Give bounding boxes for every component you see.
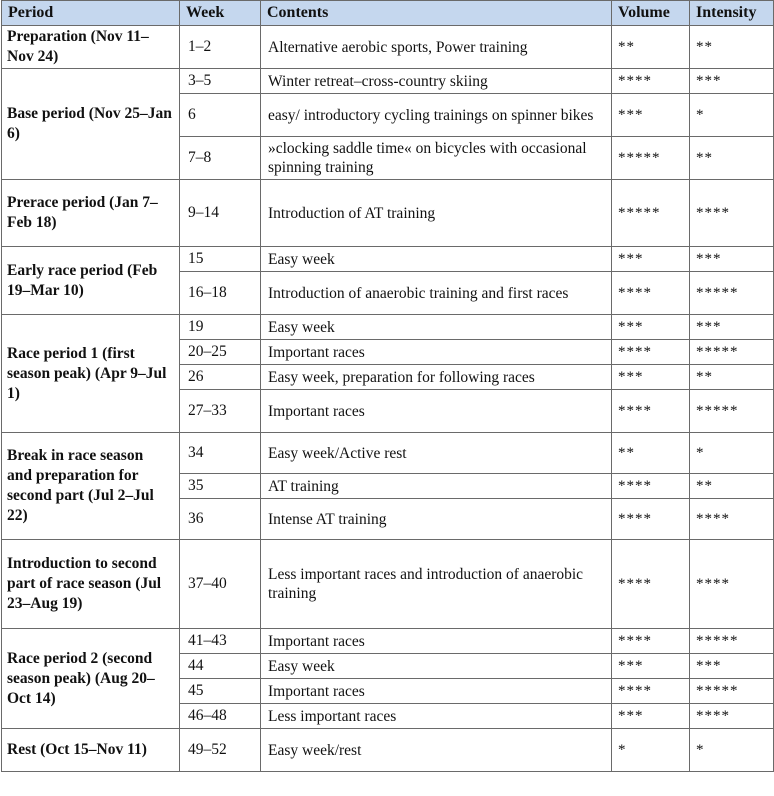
period-cell: Base period (Nov 25–Jan 6) — [2, 69, 180, 180]
intensity-cell: ***** — [690, 629, 774, 654]
week-cell: 7–8 — [180, 137, 261, 180]
volume-cell: *** — [612, 654, 690, 679]
week-cell: 9–14 — [180, 180, 261, 247]
contents-cell: Less important races — [261, 704, 612, 729]
header-period: Period — [2, 1, 180, 26]
table-row — [2, 26, 774, 69]
table-row — [2, 729, 774, 772]
contents-cell: Easy week — [261, 315, 612, 340]
week-cell: 44 — [180, 654, 261, 679]
period-cell: Race period 2 (second season peak) (Aug 20–Oct 14) — [2, 629, 180, 729]
header-volume: Volume — [612, 1, 690, 26]
intensity-cell: **** — [690, 704, 774, 729]
period-cell: Preparation (Nov 11–Nov 24) — [2, 26, 180, 69]
period-cell: Race period 1 (first season peak) (Apr 9–Jul 1) — [2, 315, 180, 433]
week-cell: 20–25 — [180, 340, 261, 365]
period-cell: Introduction to second part of race season (Jul 23–Aug 19) — [2, 540, 180, 629]
volume-cell: ** — [612, 26, 690, 69]
intensity-cell: ***** — [690, 679, 774, 704]
week-cell: 45 — [180, 679, 261, 704]
intensity-cell: **** — [690, 540, 774, 629]
week-cell: 35 — [180, 474, 261, 499]
period-cell: Rest (Oct 15–Nov 11) — [2, 729, 180, 772]
intensity-cell: * — [690, 433, 774, 474]
week-cell: 16–18 — [180, 272, 261, 315]
volume-cell: **** — [612, 629, 690, 654]
table-row — [2, 69, 774, 94]
contents-cell: Winter retreat–cross-country skiing — [261, 69, 612, 94]
contents-cell: Introduction of AT training — [261, 180, 612, 247]
period-cell: Prerace period (Jan 7–Feb 18) — [2, 180, 180, 247]
volume-cell: **** — [612, 540, 690, 629]
header-contents: Contents — [261, 1, 612, 26]
week-cell: 46–48 — [180, 704, 261, 729]
volume-cell: **** — [612, 272, 690, 315]
intensity-cell: ***** — [690, 340, 774, 365]
intensity-cell: ** — [690, 365, 774, 390]
header-intensity: Intensity — [690, 1, 774, 26]
volume-cell: * — [612, 729, 690, 772]
week-cell: 36 — [180, 499, 261, 540]
week-cell: 26 — [180, 365, 261, 390]
intensity-cell: *** — [690, 69, 774, 94]
week-cell: 3–5 — [180, 69, 261, 94]
contents-cell: Easy week/Active rest — [261, 433, 612, 474]
table-row — [2, 629, 774, 654]
intensity-cell: * — [690, 729, 774, 772]
volume-cell: *** — [612, 365, 690, 390]
week-cell: 1–2 — [180, 26, 261, 69]
contents-cell: Easy week, preparation for following races — [261, 365, 612, 390]
intensity-cell: ***** — [690, 272, 774, 315]
intensity-cell: ** — [690, 474, 774, 499]
training-plan-table — [1, 0, 774, 772]
table-row — [2, 315, 774, 340]
contents-cell: Easy week — [261, 247, 612, 272]
intensity-cell: ***** — [690, 390, 774, 433]
volume-cell: **** — [612, 69, 690, 94]
contents-cell: Easy week — [261, 654, 612, 679]
intensity-cell: * — [690, 94, 774, 137]
intensity-cell: *** — [690, 654, 774, 679]
volume-cell: *** — [612, 247, 690, 272]
volume-cell: **** — [612, 499, 690, 540]
contents-cell: Easy week/rest — [261, 729, 612, 772]
period-cell: Break in race season and preparation for second part (Jul 2–Jul 22) — [2, 433, 180, 540]
week-cell: 6 — [180, 94, 261, 137]
header-row — [2, 1, 774, 26]
contents-cell: easy/ introductory cycling trainings on spinner bikes — [261, 94, 612, 137]
week-cell: 15 — [180, 247, 261, 272]
week-cell: 49–52 — [180, 729, 261, 772]
volume-cell: **** — [612, 340, 690, 365]
contents-cell: Introduction of anaerobic training and first races — [261, 272, 612, 315]
week-cell: 37–40 — [180, 540, 261, 629]
contents-cell: »clocking saddle time« on bicycles with occasional spinning training — [261, 137, 612, 180]
volume-cell: *** — [612, 315, 690, 340]
volume-cell: ***** — [612, 137, 690, 180]
table-row — [2, 433, 774, 474]
volume-cell: **** — [612, 474, 690, 499]
table-row — [2, 247, 774, 272]
volume-cell: *** — [612, 94, 690, 137]
volume-cell: *** — [612, 704, 690, 729]
contents-cell: Important races — [261, 629, 612, 654]
contents-cell: Important races — [261, 679, 612, 704]
contents-cell: Less important races and introduction of anaerobic training — [261, 540, 612, 629]
week-cell: 27–33 — [180, 390, 261, 433]
volume-cell: ***** — [612, 180, 690, 247]
intensity-cell: **** — [690, 499, 774, 540]
table-row — [2, 540, 774, 629]
week-cell: 41–43 — [180, 629, 261, 654]
intensity-cell: *** — [690, 315, 774, 340]
table-row — [2, 180, 774, 247]
intensity-cell: ** — [690, 137, 774, 180]
contents-cell: AT training — [261, 474, 612, 499]
contents-cell: Intense AT training — [261, 499, 612, 540]
week-cell: 34 — [180, 433, 261, 474]
intensity-cell: ** — [690, 26, 774, 69]
contents-cell: Alternative aerobic sports, Power training — [261, 26, 612, 69]
header-week: Week — [180, 1, 261, 26]
intensity-cell: *** — [690, 247, 774, 272]
period-cell: Early race period (Feb 19–Mar 10) — [2, 247, 180, 315]
volume-cell: **** — [612, 679, 690, 704]
volume-cell: ** — [612, 433, 690, 474]
contents-cell: Important races — [261, 390, 612, 433]
contents-cell: Important races — [261, 340, 612, 365]
intensity-cell: **** — [690, 180, 774, 247]
volume-cell: **** — [612, 390, 690, 433]
week-cell: 19 — [180, 315, 261, 340]
